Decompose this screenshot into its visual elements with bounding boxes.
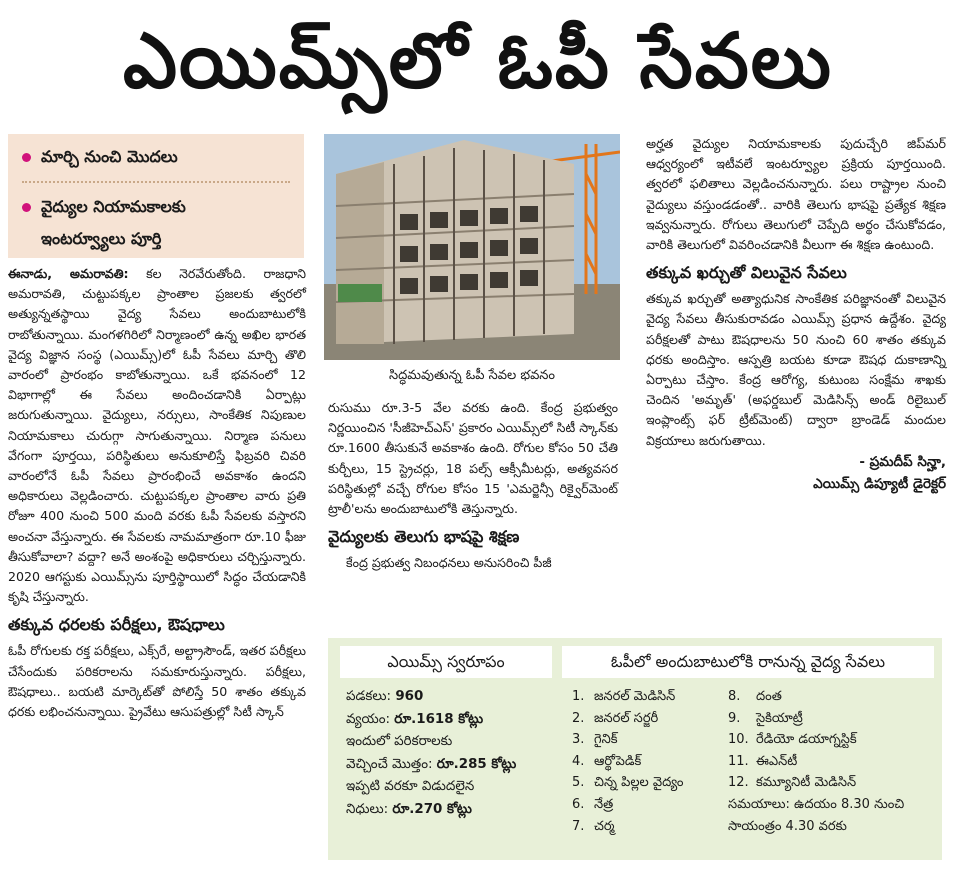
highlight-divider [22, 181, 290, 183]
highlight-text: వైద్యుల నియామకాలకు [41, 197, 186, 216]
article-column-3 [646, 134, 946, 495]
fact-label: పడకలు: [346, 689, 392, 704]
service-name: ఈఎన్‌టీ [756, 753, 798, 769]
highlight-text: ఇంటర్వ్యూలు పూర్తి [41, 229, 162, 248]
service-name: చర్మ [594, 818, 615, 834]
fact-value: 960 [395, 689, 424, 704]
service-item [572, 816, 732, 838]
fact-label: నిధులు: [346, 801, 389, 817]
highlight-item [22, 192, 186, 222]
service-name: జనరల్ సర్జరీ [594, 710, 659, 726]
signature-name: - ప్రమదీప్ సిన్హా, [859, 453, 946, 470]
bullet-icon [22, 153, 31, 162]
paragraph-text: కల నెరవేరుతోంది. రాజధాని అమరావతి, చుట్టుపక్కల ప్రాంతాల ప్రజలకు త్వరలో అత్యున్నతస్థాయి వైద్య సేవలు అందుబాటులోకి రాబోతున్నాయి. మంగళగిరిలో నిర్మాణంలో ఉన్న అఖిల భారత వైద్య విజ్ఞాన సంస్థ (ఎయిమ్స్)లో ఓపీ సేవలు మార్చి తొలి వారంలో ప్రారంభం కాబోతున్నాయి. ఒకే భవనంలో 12 విభాగాల్లో ఈ సేవలు అందించడానికి ఏర్పాట్లు జరుగుతున్నాయి. వైద్యులు, నర్సులు, సాంకేతిక నిపుణుల నియామకాలు చురుగ్గా సాగుతున్నాయి. నిర్మాణ పనులు వేగంగా పూర్తయి, పరిస్థితులు అనుకూలిస్తే ఫిబ్రవరి చివరి వారంలోనే ఓపీ సేవలు ప్రారంభించే అవకాశం ఉందని అధికారులు వెల్లడించారు. చుట్టుపక్కల ప్రాంతాల వారు ప్రతి రోజూ 400 నుంచి 500 మంది వరకు ఓపీ సేవలకు వస్తారని అంచనా వేస్తున్నారు. ఈ సేవలకు నామమాత్రంగా రూ.10 ఫీజు తీసుకోవాలా? వద్దా? అనే అంశంపై అధికారులు చర్చిస్తున్నారు. 2020 ఆగస్టుకు ఎయిమ్స్‌ను పూర్తిస్థాయిలో సిద్ధం చేయడానికి కృషి చేస్తున్నారు. [8, 266, 306, 605]
article-paragraph [8, 264, 306, 607]
subheading: తక్కువ ధరలకు పరీక్షలు, ఔషధాలు [8, 615, 225, 635]
article-column-1 [8, 264, 306, 722]
service-item [728, 772, 938, 794]
service-name: ఆర్థోపెడిక్ [594, 753, 642, 769]
service-number: 1. [572, 689, 585, 704]
bullet-icon [22, 203, 31, 212]
service-number: 3. [572, 732, 585, 748]
building-photo-illustration [324, 134, 620, 360]
fact-released-label: ఇప్పటి వరకూ విడుదలైన [346, 779, 475, 794]
dateline: ఈనాడు, అమరావతి: [8, 266, 129, 281]
services-box-title: ఓపీలో అందుబాటులోకి రానున్న వైద్య సేవలు [562, 646, 934, 678]
service-item [572, 751, 732, 773]
service-number: 10. [728, 732, 749, 748]
fact-cost [346, 709, 556, 732]
fact-equipment [346, 754, 556, 777]
opd-timing: సాయంత్రం 4.30 వరకు [728, 818, 847, 834]
services-list-right [728, 686, 938, 837]
service-item [728, 686, 938, 708]
service-name: కమ్యూనిటీ మెడిసిన్ [756, 775, 857, 791]
service-item [728, 729, 938, 751]
fact-value: రూ.285 కోట్లు [436, 756, 517, 772]
service-number: 8. [728, 689, 741, 704]
highlight-text: మార్చి నుంచి మొదలు [41, 147, 178, 166]
fact-value: రూ.270 కోట్లు [392, 801, 472, 817]
facts-box-title: ఎయిమ్స్ స్వరూపం [340, 646, 552, 678]
service-name: జనరల్ మెడిసిన్ [594, 689, 676, 704]
services-list-left [572, 686, 732, 837]
service-item [728, 708, 938, 730]
subheading: తక్కువ ఖర్చుతో విలువైన సేవలు [646, 263, 847, 283]
service-item [572, 772, 732, 794]
highlight-item [41, 224, 161, 254]
article-column-2 [328, 398, 618, 573]
service-number: 9. [728, 710, 741, 726]
photo-caption: సిద్ధమవుతున్న ఓపీ సేవల భవనం [388, 368, 556, 383]
article-paragraph: తక్కువ ఖర్చుతో అత్యాధునిక సాంకేతిక పరిజ్ఞానంతో విలువైన వైద్య సేవలు తీసుకురావడం ఎయిమ్స్ ప్రధాన ఉద్దేశం. వైద్య పరీక్షలతో పాటు ఔషధాలను 50 నుంచి 60 శాతం తక్కువ ధరకు అందిస్తాం. ఆస్పత్రి బయట కూడా ఔషధ దుకాణాన్ని ఏర్పాటు చేస్తాం. కేంద్ర ఆరోగ్య, కుటుంబ సంక్షేమ శాఖకు చెందిన 'అమృత్' (అఫర్డబుల్ మెడిసిన్స్ అండ్ రిలైబుల్ ఇంప్లాంట్స్ ఫర్ ట్రీట్‌మెంట్) ద్వారా బ్రాండెడ్ మందుల విక్రయాలు జరుగుతాయి. [646, 291, 946, 448]
article-paragraph: రుసుము రూ.3-5 వేల వరకు ఉంది. కేంద్ర ప్రభుత్వం నిర్ణయించిన 'సీజీహెచ్ఎస్' ప్రకారం ఎయిమ్స్‌లో సిటీ స్కాన్‌కు రూ.1600 తీసుకునే అవకాశం ఉంది. రోగుల కోసం 50 చేతి కుర్చీలు, 15 స్ట్రెచర్లు, 18 పల్స్ ఆక్సీమీటర్లు, అత్యవసర పరిస్థితుల్లో వచ్చే రోగుల కోసం 15 'ఎమర్జెన్సీ రిక్వైర్‌మెంట్ ట్రాలీ'లను అందుబాటులోకి తెస్తున్నారు. [328, 400, 618, 517]
article-paragraph: అర్హత వైద్యుల నియామకాలకు పుదుచ్చేరి జిప్‌మర్ ఆధ్వర్యంలో ఇటీవలే ఇంటర్వ్యూల ప్రక్రియ పూర్తయింది. త్వరలో ఫలితాలు వెల్లడించనున్నారు. పలు రాష్ట్రాల నుంచి వైద్యులు వస్తుండడంతో.. వారికి తెలుగు భాషపై ప్రత్యేక శిక్షణ ఇవ్వనున్నారు. రోగులు తెలుగులో చెప్పేది అర్థం చేసుకోవడం, వారికి తెలుగులో వివరించడానికి వీలుగా ఈ శిక్షణ ఉంటుంది. [646, 136, 946, 253]
service-number: 11. [728, 753, 749, 769]
service-number: 6. [572, 796, 585, 812]
fact-beds [346, 686, 556, 709]
article-paragraph: ఓపీ రోగులకు రక్త పరీక్షలు, ఎక్స్‌రే, అల్ట్రాసౌండ్, ఇతర పరీక్షలు చేసేందుకు పరికరాలను సమకూరుస్తున్నారు. పరీక్షలు, ఔషధాలు.. బయటి మార్కెట్‌తో పోలిస్తే 50 శాతం తక్కువ ధరకు లభించనున్నాయి. ప్రైవేటు ఆసుపత్రుల్లో సిటీ స్కాన్ [8, 643, 306, 720]
fact-released [346, 799, 556, 822]
aiims-facts [346, 686, 556, 821]
highlight-item [22, 142, 178, 172]
service-number: 4. [572, 753, 585, 769]
fact-value: రూ.1618 కోట్లు [394, 711, 484, 727]
service-name: గైనిక్ [594, 732, 618, 748]
fact-label: వ్యయం: [346, 711, 391, 727]
service-name: నేత్ర [594, 796, 614, 812]
fact-equipment-label: ఇందులో పరికరాలకు [346, 734, 453, 749]
service-name: సైకియాట్రీ [756, 710, 803, 726]
signature-title: ఎయిమ్స్ డిప్యూటీ డైరెక్టర్ [813, 475, 946, 492]
service-name: రేడియో డయాగ్నస్టిక్ [756, 732, 857, 748]
service-name: దంత [756, 689, 782, 704]
highlights-box [8, 134, 304, 258]
service-item [728, 751, 938, 773]
article-paragraph: కేంద్ర ప్రభుత్వ నిబంధనలు అనుసరించి పీజీ [346, 555, 552, 571]
service-number: 12. [728, 775, 749, 791]
service-item [572, 729, 732, 751]
headline: ఎయిమ్స్‌లో ఓపీ సేవలు [123, 16, 833, 105]
subheading: వైద్యులకు తెలుగు భాషపై శిక్షణ [328, 527, 520, 547]
service-name: చిన్న పిల్లల వైద్యం [594, 775, 684, 791]
service-item [572, 794, 732, 816]
building-photo [324, 134, 620, 360]
service-item [572, 708, 732, 730]
service-item [572, 686, 732, 708]
service-number: 5. [572, 775, 585, 791]
opd-timing: సమయాలు: ఉదయం 8.30 నుంచి [728, 796, 905, 812]
service-number: 7. [572, 818, 585, 834]
service-number: 2. [572, 710, 585, 726]
fact-label: వెచ్చించే మొత్తం: [346, 756, 433, 772]
